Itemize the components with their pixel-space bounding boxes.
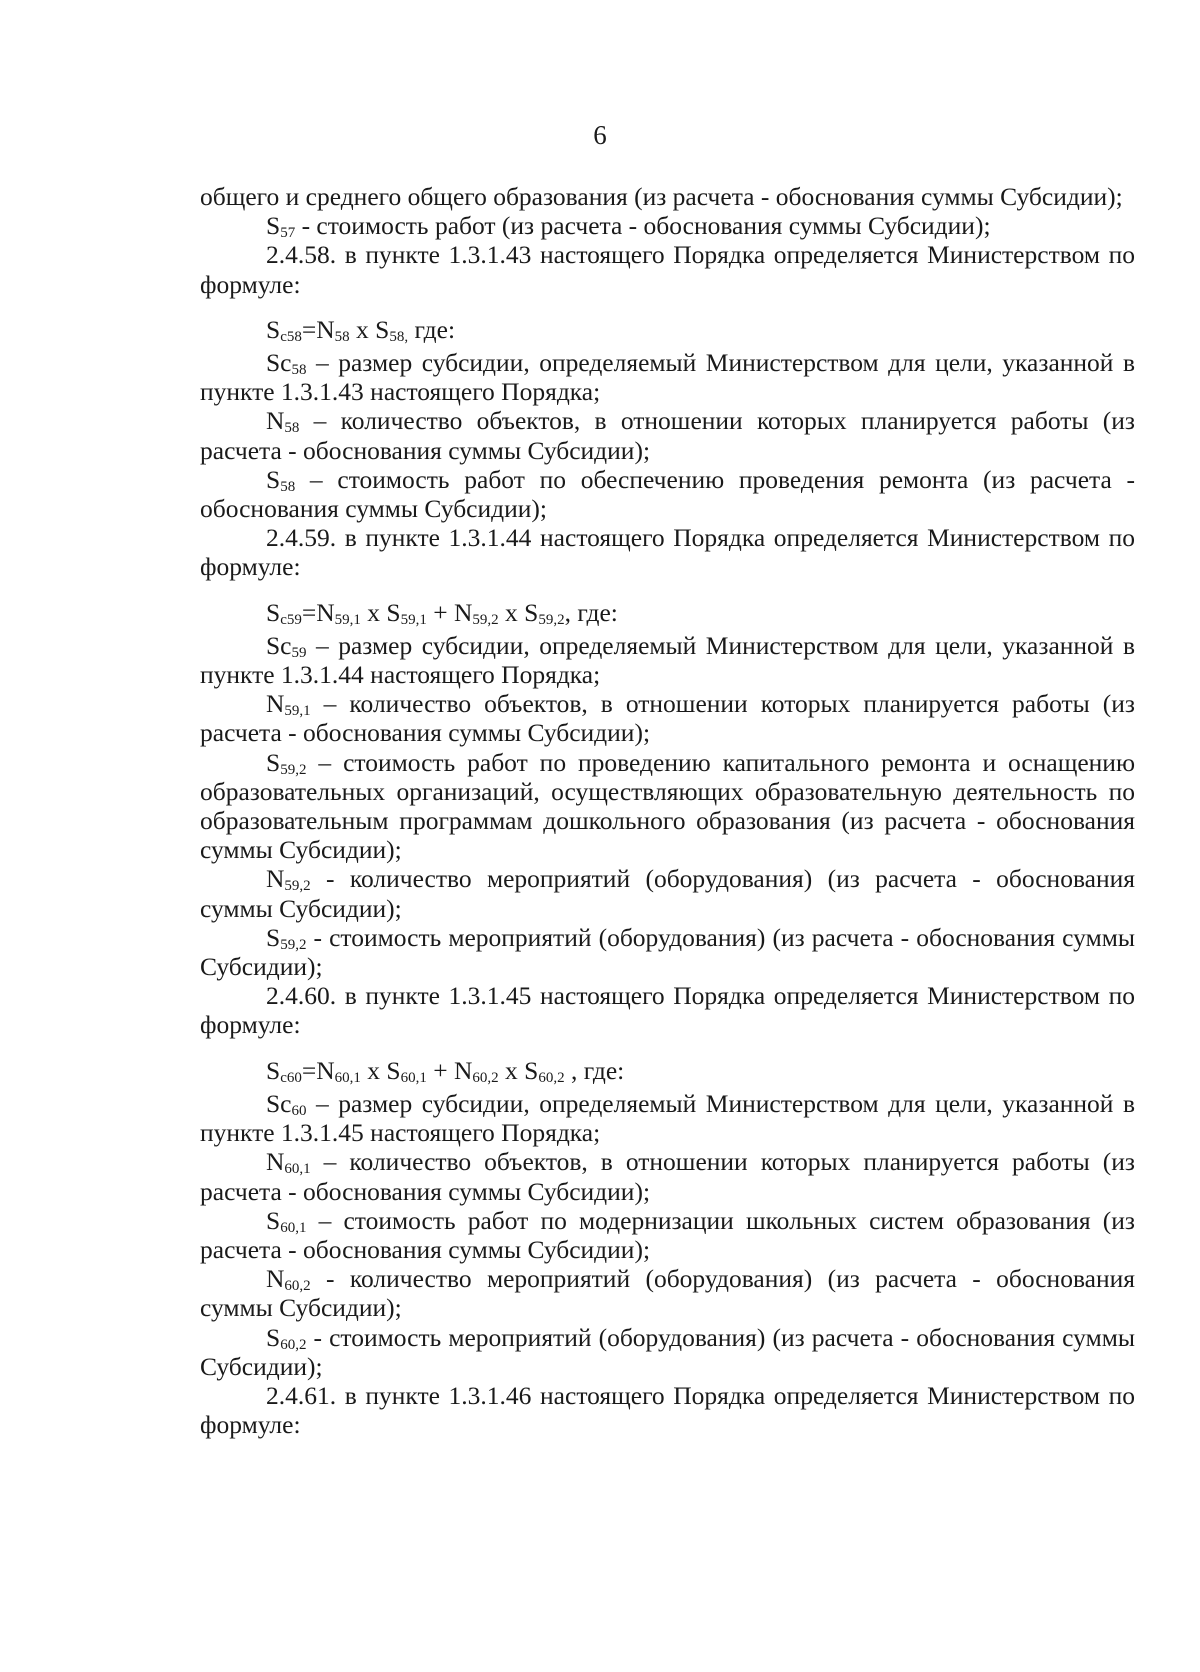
- definition-s57: $S_{57}$ - стоимость работ (из расчета - обоснования суммы Субсидии);: [266, 211, 991, 242]
- definition-sc59: $Sc_{59}$ – размер субсидии, определяемый Министерством для цели, указанной в пункте 1.3.1.44 настоящего Порядка;: [200, 630, 1135, 690]
- formula-sc60: $S_{c60}=N_{60,1}$ x $S_{60,1} + N_{60,2}$ x $S_{60,2}$ , где:: [266, 1055, 625, 1086]
- paragraph: общего и среднего общего образования (из расчета - обоснования суммы Субсидии);: [200, 182, 1123, 211]
- definition-s60-1: $S_{60,1}$ – стоимость работ по модернизации школьных систем образования (из расчета - обоснования суммы Субсидии);: [200, 1205, 1135, 1264]
- page-number: 6: [593, 120, 607, 150]
- definition-n60-2: $N_{60,2}$ - количество мероприятий (оборудования) (из расчета - обоснования суммы Субсидии);: [200, 1264, 1135, 1323]
- clause-2-4-60: 2.4.60. в пункте 1.3.1.45 настоящего Порядка определяется Министерством по формуле:: [200, 981, 1135, 1040]
- definition-n59-1: $N_{59,1}$ – количество объектов, в отношении которых планируется работы (из расчета - обоснования суммы Субсидии);: [200, 689, 1135, 748]
- definition-s58: $S_{58}$ – стоимость работ по обеспечению проведения ремонта (из расчета - обоснования суммы Субсидии);: [200, 464, 1135, 524]
- document-body: [200, 182, 1135, 1439]
- definition-n58: $N_{58}$ – количество объектов, в отношении которых планируется работы (из расчета - обоснования суммы Субсидии);: [200, 406, 1135, 465]
- formula-sc58: $S_{c58}=N_{58}$ x $S_{58,}$ где:: [266, 314, 456, 345]
- definition-s59-2-works: $S_{59,2}$ – стоимость работ по проведению капитального ремонта и оснащению образовательных организаций, осуществляющих образовательную деятельность по образовательным программам дошкольного образования (из расчета - обоснования суммы Субсидии);: [200, 747, 1135, 865]
- clause-2-4-58: 2.4.58. в пункте 1.3.1.43 настоящего Порядка определяется Министерством по формуле:: [200, 240, 1135, 299]
- definition-sc60: $Sc_{60}$ – размер субсидии, определяемый Министерством для цели, указанной в пункте 1.3.1.45 настоящего Порядка;: [200, 1088, 1135, 1148]
- definition-s59-2-equipment: $S_{59,2}$ - стоимость мероприятий (оборудования) (из расчета - обоснования суммы Субсидии);: [200, 922, 1135, 982]
- definition-n59-2: $N_{59,2}$ - количество мероприятий (оборудования) (из расчета - обоснования суммы Субсидии);: [200, 864, 1135, 923]
- definition-sc58: $Sc_{58}$ – размер субсидии, определяемый Министерством для цели, указанной в пункте 1.3.1.43 настоящего Порядка;: [200, 348, 1135, 407]
- clause-2-4-59: 2.4.59. в пункте 1.3.1.44 настоящего Порядка определяется Министерством по формуле:: [200, 523, 1135, 582]
- definition-s60-2: $S_{60,2}$ - стоимость мероприятий (оборудования) (из расчета - обоснования суммы Субсидии);: [200, 1322, 1135, 1381]
- clause-2-4-61: 2.4.61. в пункте 1.3.1.46 настоящего Порядка определяется Министерством по формуле:: [200, 1380, 1135, 1440]
- formula-sc59: $S_{c59}=N_{59,1}$ x $S_{59,1} + N_{59,2}$ x $S_{59,2}$, где:: [266, 597, 618, 628]
- definition-n60-1: $N_{60,1}$ – количество объектов, в отношении которых планируется работы (из расчета - обоснования суммы Субсидии);: [200, 1147, 1135, 1206]
